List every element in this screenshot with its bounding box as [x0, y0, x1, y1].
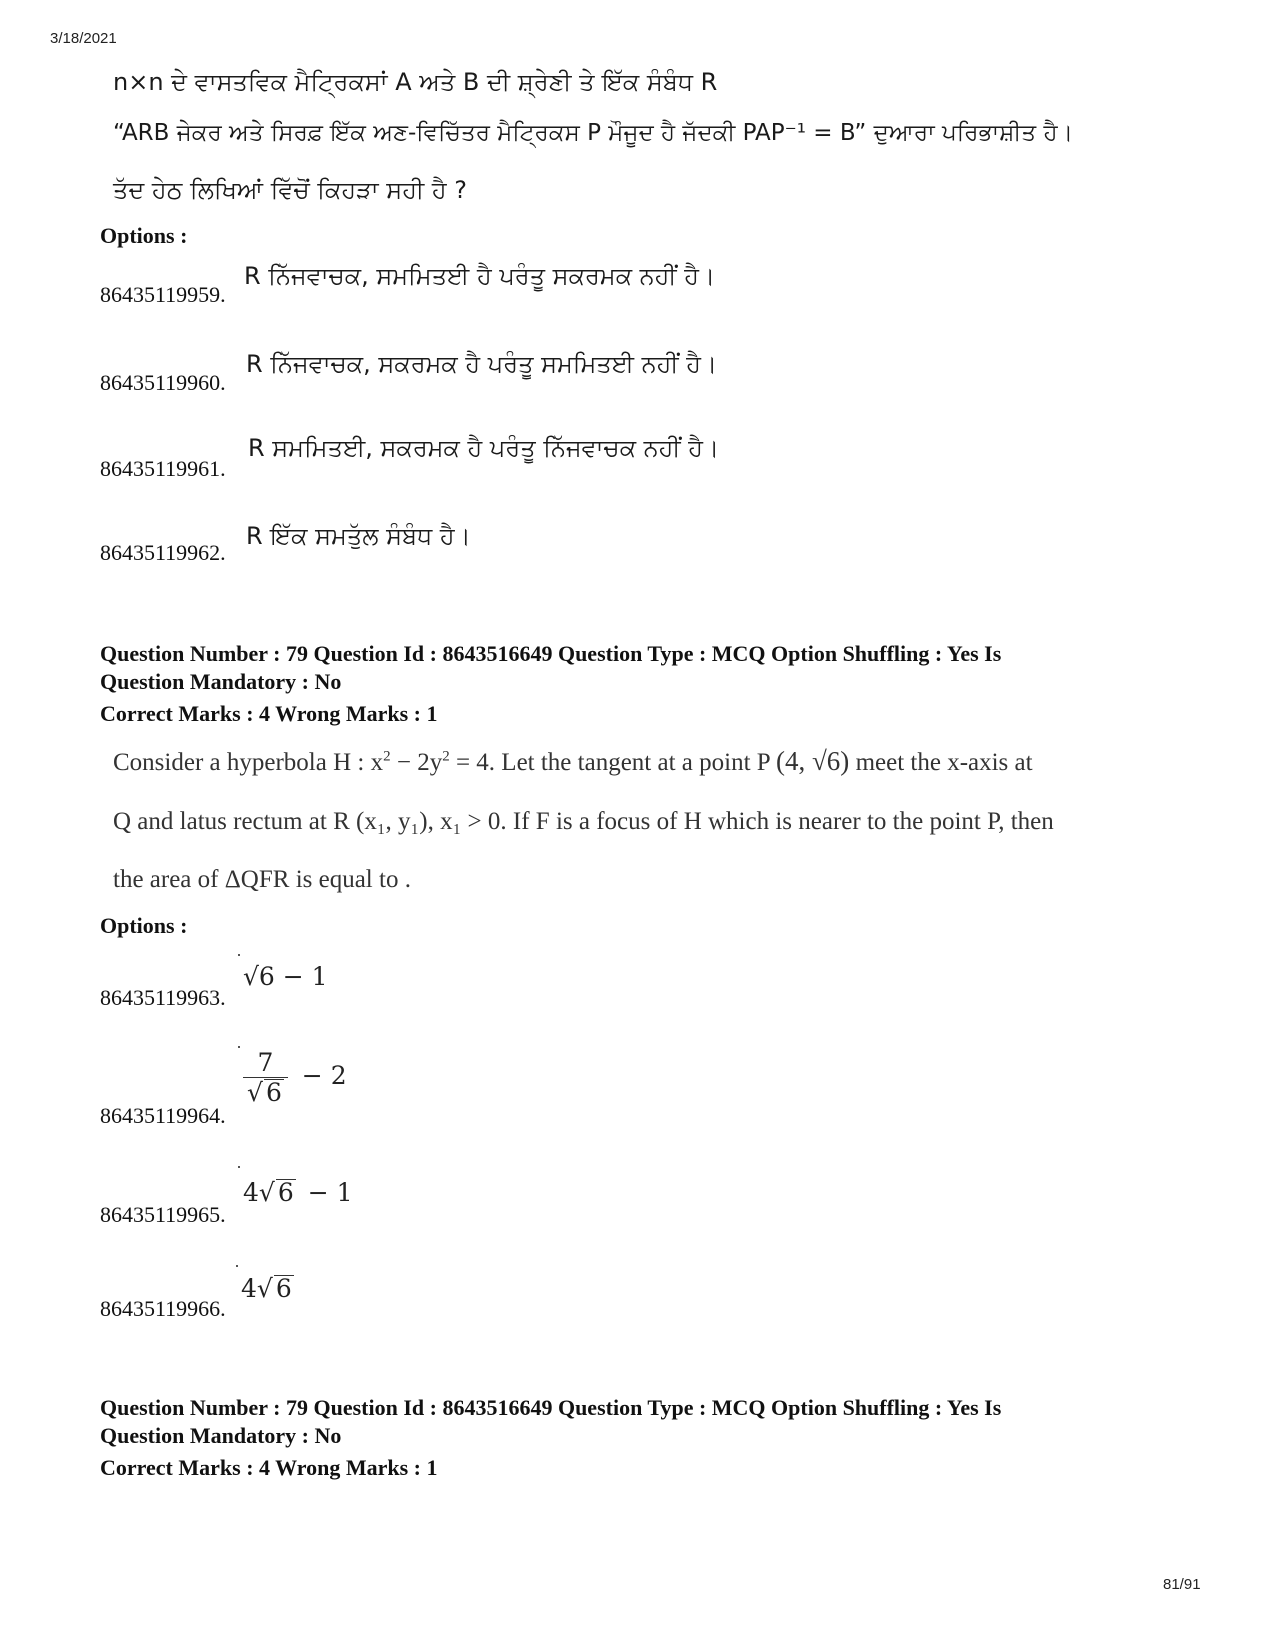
- q79-option-2-id: 86435119964.: [100, 1103, 226, 1128]
- q79-repeat-marks: Correct Marks : 4 Wrong Marks : 1: [100, 1455, 438, 1480]
- print-date: 3/18/2021: [50, 30, 117, 47]
- q79-repeat-meta-line-1: Question Number : 79 Question Id : 8643516649 Question Type : MCQ Option Shuffling : Yes Is: [100, 1395, 1002, 1420]
- q79-stem-line-1: Consider a hyperbola H : $x^2 - 2y^2 = 4$. Let the tangent at a point P (4, √6) meet the x-axis at: [113, 746, 1033, 776]
- q79-repeat-meta-line-2: Question Mandatory : No: [100, 1423, 342, 1448]
- fraction: $\frac{7}{√ 6}$: [243, 1048, 288, 1107]
- q79-stem-line-2: Q and latus rectum at R (x₁, y₁), x₁ > 0. If F is a focus of H which is nearer to the point P, then: [113, 808, 1054, 835]
- q78-option-1-text: R ਨਿੱਜਵਾਚਕ, ਸਮਮਿਤਈ ਹੈ ਪਰੰਤੂ ਸਕਰਮਕ ਨਹੀਂ ਹੈ।: [244, 262, 716, 290]
- q79-option-2-math: $\frac{7}{√ 6}$ − 2: [243, 1048, 347, 1107]
- q78-option-4-id: 86435119962.: [100, 540, 226, 565]
- option-marker-dot: [238, 1166, 240, 1168]
- q79-option-1-id: 86435119963.: [100, 985, 226, 1010]
- option-marker-dot: [238, 954, 240, 956]
- q79-option-3-id: 86435119965.: [100, 1202, 226, 1227]
- q79-option-4-id: 86435119966.: [100, 1296, 226, 1321]
- q79-option-4-math: 4√ 6: [241, 1274, 292, 1303]
- q78-option-4-text: R ਇੱਕ ਸਮਤੁੱਲ ਸੰਬੰਧ ਹੈ।: [246, 522, 471, 550]
- q79-meta-line-1: Question Number : 79 Question Id : 8643516649 Question Type : MCQ Option Shuffling : Yes Is: [100, 641, 1002, 666]
- q79-meta: [100, 640, 1001, 728]
- q79-option-3-math: 4√ 6 − 1: [243, 1178, 353, 1207]
- page-number: 81/91: [1163, 1576, 1201, 1593]
- q79-meta-line-2: Question Mandatory : No: [100, 669, 342, 694]
- q78-stem-line-1: n×n ਦੇ ਵਾਸਤਵਿਕ ਮੈਟ੍ਰਿਕਸਾਂ A ਅਤੇ B ਦੀ ਸ਼੍ਰੇਣੀ ਤੇ ਇੱਕ ਸੰਬੰਧ R: [113, 68, 718, 96]
- q79-options-label: Options :: [100, 913, 188, 938]
- q78-option-2-text: R ਨਿੱਜਵਾਚਕ, ਸਕਰਮਕ ਹੈ ਪਰੰਤੂ ਸਮਮਿਤਈ ਨਹੀਂ ਹੈ।: [246, 350, 718, 378]
- q78-stem-line-2: “ARB ਜੇਕਰ ਅਤੇ ਸਿਰਫ਼ ਇੱਕ ਅਣ-ਵਿਚਿੱਤਰ ਮੈਟ੍ਰਿਕਸ P ਮੌਜੂਦ ਹੈ ਜੱਦਕੀ PAP⁻¹ = B” ਦੁਆਰਾ ਪਰਿਭਾਸ਼ੀਤ ਹੈ।: [113, 120, 1074, 146]
- q79-marks: Correct Marks : 4 Wrong Marks : 1: [100, 701, 438, 726]
- option-marker-dot: [236, 1265, 238, 1267]
- q79-repeat-meta: [100, 1394, 1001, 1482]
- option-marker-dot: [238, 1046, 240, 1048]
- q78-option-1-id: 86435119959.: [100, 282, 226, 307]
- q79-stem-line-3: the area of ΔQFR is equal to .: [113, 866, 411, 893]
- q78-option-2-id: 86435119960.: [100, 370, 226, 395]
- q79-option-1-math: √6 − 1: [243, 962, 328, 991]
- q78-option-3-id: 86435119961.: [100, 456, 226, 481]
- q78-stem-line-3: ਤੱਦ ਹੇਠ ਲਿਖਿਆਂ ਵਿੱਚੋਂ ਕਿਹੜਾ ਸਹੀ ਹੈ ?: [113, 176, 467, 204]
- q78-option-3-text: R ਸਮਮਿਤਈ, ਸਕਰਮਕ ਹੈ ਪਰੰਤੂ ਨਿੱਜਵਾਚਕ ਨਹੀਂ ਹੈ।: [248, 434, 720, 462]
- q78-options-label: Options :: [100, 223, 188, 248]
